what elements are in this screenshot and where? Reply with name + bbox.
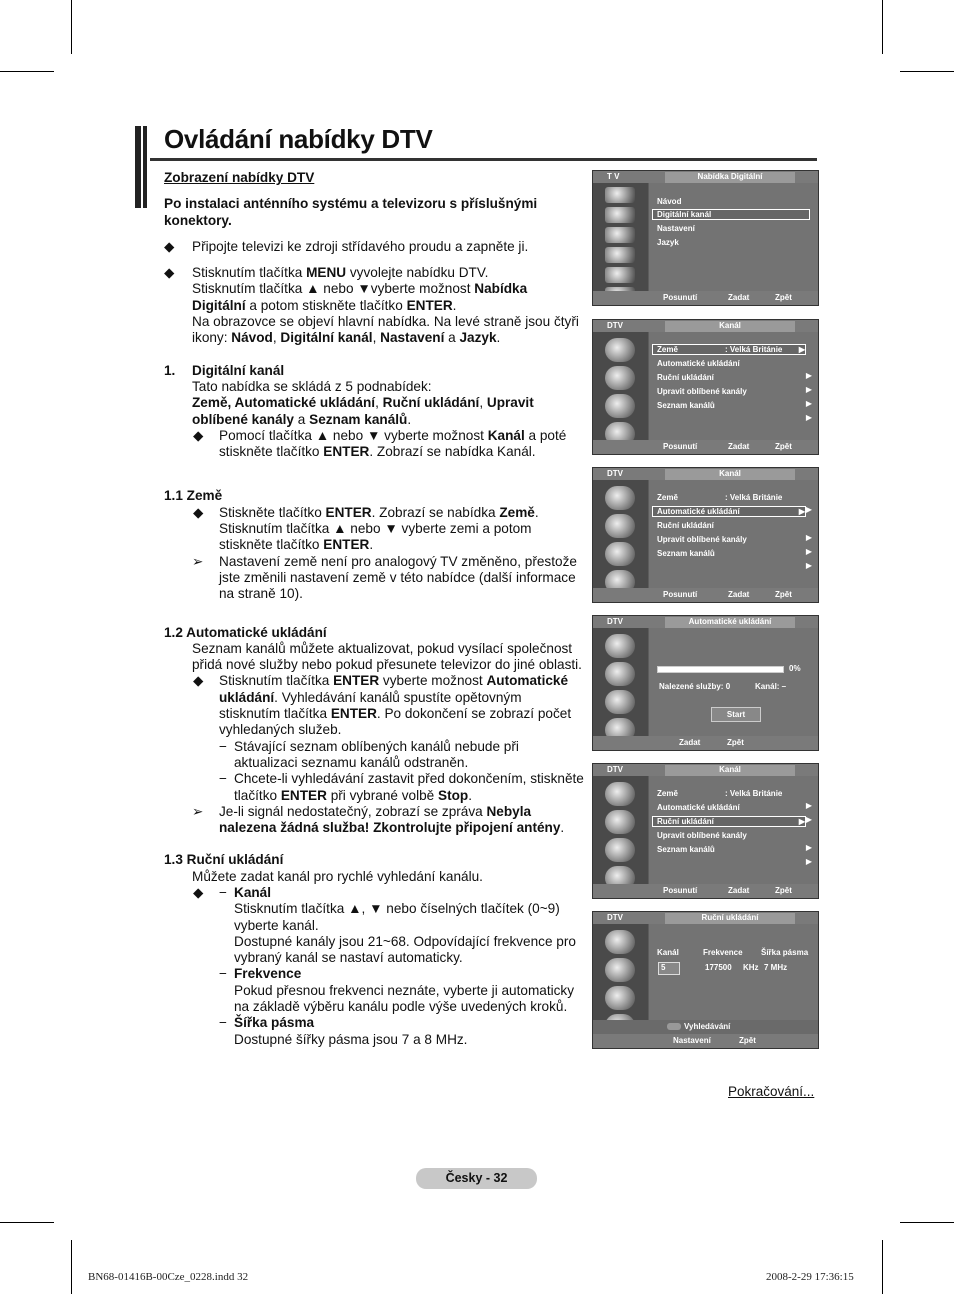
menu-item-navod[interactable]: Návod — [657, 197, 682, 206]
screen-label: DTV — [607, 469, 623, 478]
footer-zpet: Zpět — [775, 886, 792, 895]
tv-icon — [605, 187, 635, 203]
menu-item-zeme[interactable]: Země : Velká Británie — [657, 789, 783, 798]
menu-item-rucni[interactable]: Ruční ukládání — [657, 373, 714, 382]
screen-title: Kanál — [665, 321, 795, 332]
crop-mark — [0, 71, 54, 72]
footer-date: 2008-2-29 17:36:15 — [766, 1271, 854, 1283]
screen-manual-store — [592, 911, 819, 1049]
footer-zpet: Zpět — [775, 590, 792, 599]
menu-item-rucni[interactable]: Ruční ukládání — [657, 521, 714, 530]
col-frekvence: Frekvence — [703, 948, 743, 957]
channel-icon — [605, 634, 635, 658]
satellite-icon — [605, 514, 635, 538]
progress-percent: 0% — [789, 664, 801, 673]
section-1-2-text: Seznam kanálů můžete aktualizovat, pokud vysílací společnost přidá nové služby nebo pokud přesunete televizor do jiné oblasti. — [192, 640, 582, 673]
found-channel: Kanál: – — [755, 682, 787, 691]
section-1-title: 1. Digitální kanál — [164, 362, 285, 378]
settings-icon — [605, 247, 635, 263]
screen-kanal-auto: DTV Kanál Země : Velká Británie ▶ Automatické ukládání ▶ Ruční ukládání ▶ Upravit oblíbené kanály ▶ Seznam kanálů ▶ Posunutí Zadat Zpět — [592, 467, 819, 603]
section-1-1-title: 1.1 Země — [164, 488, 223, 504]
menu-item-upravit[interactable]: Upravit oblíbené kanály — [657, 831, 747, 840]
found-services: Nalezené služby: 0 — [659, 682, 731, 691]
settings-icon — [605, 394, 635, 418]
screen-title: Kanál — [665, 765, 795, 776]
screen-title: Ruční ukládání — [665, 913, 795, 924]
section-1-2-bullet: ◆ Stisknutím tlačítka ENTER vyberte možnost Automatické ukládání. Vyhledávání kanálů spustíte opětovným stisknutím tlačítka ENTER. Po dokončení se zobrazí počet vyhledaných služeb. — [193, 673, 572, 738]
menu-item-auto[interactable]: Automatické ukládání — [657, 803, 740, 812]
red-button-icon — [667, 1023, 681, 1030]
settings-icon — [605, 542, 635, 566]
menu-item-seznam[interactable]: Seznam kanálů — [657, 549, 715, 558]
bw-value: 7 MHz — [764, 963, 788, 972]
menu-item-upravit[interactable]: Upravit oblíbené kanály — [657, 387, 747, 396]
section-1-1-note: ➢ Nastavení země není pro analogový TV změněno, přestože jste změnili nastavení země v této nabídce (další informace na straně 10). — [192, 553, 577, 602]
title-rule — [150, 158, 817, 161]
menu-item-zeme[interactable]: Země : Velká Británie — [657, 493, 783, 502]
menu-item-zeme[interactable]: Země : Velká Británie ▶ — [653, 345, 805, 354]
footer-zpet: Zpět — [739, 1036, 756, 1045]
section-1-3-title: 1.3 Ruční ukládání — [164, 852, 284, 868]
screen-title: Automatické ukládání — [665, 617, 795, 628]
crop-mark — [71, 0, 72, 54]
step-2: ◆ Stisknutím tlačítka MENU vyvolejte nabídku DTV. Stisknutím tlačítka ▲ nebo ▼vyberte možnost Nabídka Digitální a potom stiskněte tlačítko ENTER. Na obrazovce se objeví hlavní nabídka. Na levé straně jsou čtyři ikony: Návod, Digitální kanál, Nastavení a Jazyk. — [164, 265, 579, 346]
step-1: ◆ Připojte televizi ke zdroji střídavého proudu a zapněte ji. — [164, 238, 529, 254]
satellite-icon — [605, 958, 635, 982]
section-1-3-text: Můžete zadat kanál pro rychlé vyhledání kanálu. — [192, 868, 483, 884]
intro: Po instalaci anténního systému a televizoru s příslušnými konektory. — [164, 196, 538, 228]
screen-auto-store — [592, 615, 819, 751]
menu-item-auto[interactable]: Automatické ukládání ▶ — [653, 507, 805, 516]
section-1-2-note: ➢ Je-li signál nedostatečný, zobrazí se zpráva Nebyla nalezena žádná služba! Zkontrolujte připojení antény. — [192, 803, 565, 836]
main-text — [164, 170, 584, 1048]
menu-item-seznam[interactable]: Seznam kanálů — [657, 401, 715, 410]
channel-icon — [605, 338, 635, 362]
col-sirka: Šířka pásma — [761, 948, 809, 957]
satellite-icon — [605, 810, 635, 834]
satellite-icon — [605, 366, 635, 390]
section-1-text: Tato nabídka se skládá z 5 podnabídek: — [192, 378, 432, 394]
footer-zadat: Zadat — [728, 886, 750, 895]
col-kanal: Kanál — [657, 948, 679, 957]
menu-item-digital-kanal[interactable]: Digitální kanál — [653, 210, 809, 219]
input-icon — [605, 267, 635, 283]
crop-mark — [71, 1240, 72, 1294]
screen-label: T V — [607, 172, 620, 181]
footer-nastaveni: Nastavení — [673, 1036, 711, 1045]
section-heading: Zobrazení nabídky DTV — [164, 170, 315, 185]
footer-posunuti: Posunutí — [663, 590, 698, 599]
screen-label: DTV — [607, 765, 623, 774]
freq-value: 177500 — [705, 963, 732, 972]
footer-posunuti: Posunutí — [663, 886, 698, 895]
section-1-3-kanal: ◆ − Kanál Stisknutím tlačítka ▲, ▼ nebo číselných tlačítek (0~9) vyberte kanál. Dostupné kanály jsou 21~68. Odpovídající frekvence pro vybraný kanál se nastaví automaticky. — [193, 884, 576, 966]
channel-input[interactable]: 5 — [658, 962, 680, 975]
settings-icon — [605, 838, 635, 862]
screen-label: DTV — [607, 617, 623, 626]
channel-icon — [605, 782, 635, 806]
start-button[interactable]: Start — [711, 707, 761, 722]
section-1-3-sirka: − Šířka pásma Dostupné šířky pásma jsou 7 a 8 MHz. — [219, 1015, 468, 1047]
menu-item-rucni[interactable]: Ruční ukládání ▶ — [653, 817, 805, 826]
search-label: Vyhledávání — [684, 1022, 731, 1031]
footer-posunuti: Posunutí — [663, 442, 698, 451]
section-1-2-title: 1.2 Automatické ukládání — [164, 624, 327, 640]
menu-item-nastaveni[interactable]: Nastavení — [657, 224, 695, 233]
satellite-icon — [605, 227, 635, 243]
footer-zpet: Zpět — [775, 442, 792, 451]
page-number: Česky - 32 — [416, 1168, 537, 1189]
crop-mark — [900, 1222, 954, 1223]
channel-icon — [605, 486, 635, 510]
crop-mark — [882, 0, 883, 54]
footer-zadat: Zadat — [679, 738, 701, 747]
settings-icon — [605, 986, 635, 1010]
menu-item-seznam[interactable]: Seznam kanálů — [657, 845, 715, 854]
section-1-3-frekvence: − Frekvence Pokud přesnou frekvenci neznáte, vyberte ji automaticky na základě výběru kanálu podle výše uvedených kroků. — [219, 966, 575, 1015]
section-1-2-dash-1: − Stávající seznam oblíbených kanálů nebude při aktualizaci seznamu kanálů odstraněn. — [219, 738, 519, 770]
section-1-2-dash-2: − Chcete-li vyhledávání zastavit před dokončením, stiskněte tlačítko ENTER při vybrané volbě Stop. — [219, 771, 584, 803]
footer-file: BN68-01416B-00Cze_0228.indd 32 — [88, 1271, 249, 1283]
section-1-1-bullet: ◆ Stiskněte tlačítko ENTER. Zobrazí se nabídka Země. Stisknutím tlačítka ▲ nebo ▼ vyberte zemi a potom stiskněte tlačítko ENTER. — [193, 504, 539, 553]
progress-bar — [657, 666, 784, 673]
freq-unit: KHz — [743, 963, 759, 972]
section-1-list: Země, Automatické ukládání, Ruční ukládání, Upravit oblíbené kanály a Seznam kanálů. — [192, 395, 534, 427]
section-1-bullet: ◆ Pomocí tlačítka ▲ nebo ▼ vyberte možnost Kanál a poté stiskněte tlačítko ENTER. Zobrazí se nabídka Kanál. — [193, 427, 567, 460]
footer-zadat: Zadat — [728, 293, 750, 302]
footer-zadat: Zadat — [728, 590, 750, 599]
footer-zpet: Zpět — [727, 738, 744, 747]
footer-posunuti: Posunutí — [663, 293, 698, 302]
screen-title: Nabídka Digitální — [665, 172, 795, 183]
screen-label: DTV — [607, 913, 623, 922]
menu-item-upravit[interactable]: Upravit oblíbené kanály — [657, 535, 747, 544]
page-title: Ovládání nabídky DTV — [164, 124, 433, 154]
screen-title: Kanál — [665, 469, 795, 480]
channel-icon — [605, 207, 635, 223]
settings-icon — [605, 690, 635, 714]
menu-item-jazyk[interactable]: Jazyk — [657, 238, 679, 247]
screen-digital-menu — [592, 170, 819, 306]
screen-kanal-rucni: DTV Kanál Země : Velká Británie ▶ Automatické ukládání ▶ Ruční ukládání ▶ Upravit oblíbené kanály ▶ Seznam kanálů ▶ Posunutí Zadat Zpět — [592, 763, 819, 899]
crop-mark — [900, 71, 954, 72]
continue-link: Pokračování... — [728, 1084, 815, 1099]
footer-zpet: Zpět — [775, 293, 792, 302]
footer-zadat: Zadat — [728, 442, 750, 451]
screen-label: DTV — [607, 321, 623, 330]
satellite-icon — [605, 662, 635, 686]
crop-mark — [0, 1222, 54, 1223]
screen-kanal-zeme: DTV Kanál Země : Velká Británie ▶ Automatické ukládání ▶ Ruční ukládání ▶ Upravit oblíbené kanály ▶ Seznam kanálů ▶ Posunutí Zadat Zpět — [592, 319, 819, 455]
channel-icon — [605, 930, 635, 954]
menu-item-auto[interactable]: Automatické ukládání — [657, 359, 740, 368]
crop-mark — [882, 1240, 883, 1294]
